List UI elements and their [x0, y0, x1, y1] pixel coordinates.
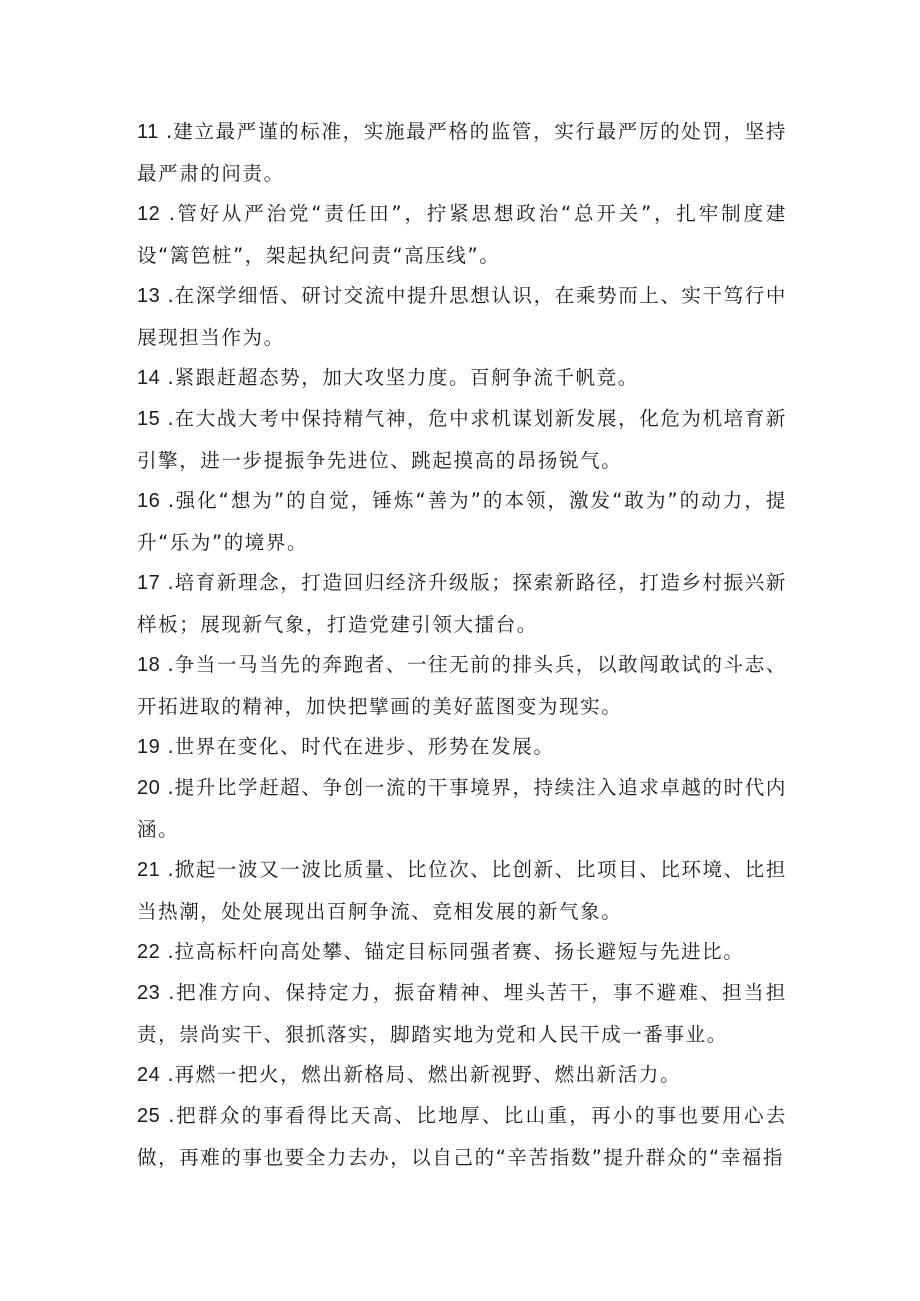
item-number: 17 [137, 572, 161, 594]
item-number: 14 [137, 367, 161, 389]
item-number: 25 [137, 1105, 161, 1127]
item-text: 掀起一波又一波比质量、比位次、比创新、比项目、比环境、比担当热潮，处处展现出百舸争流、竞相发展的新气象。 [137, 858, 787, 923]
list-item [137, 972, 787, 1055]
list-item [137, 193, 787, 276]
item-text: 建立最严谨的标准，实施最严格的监管，实行最严厉的处罚，坚持最严肃的问责。 [137, 120, 787, 185]
item-separator: . [160, 202, 176, 225]
item-separator: . [160, 1104, 176, 1127]
item-number: 12 [137, 203, 161, 225]
item-separator: . [160, 407, 175, 430]
item-text: 世界在变化、时代在进步、形势在发展。 [174, 735, 555, 758]
item-text: 紧跟赶超态势，加大攻坚力度。百舸争流千帆竞。 [174, 366, 639, 389]
item-text: 把群众的事看得比天高、比地厚、比山重，再小的事也要用心去做，再难的事也要全力去办，以自己的“辛苦指数”提升群众的“幸福指 [137, 1104, 787, 1169]
list-item [137, 849, 787, 932]
item-text: 在大战大考中保持精气神，危中求机谋划新发展，化危为机培育新引擎，进一步提振争先进位、跳起摸高的昂扬锐气。 [137, 407, 787, 472]
list-item [137, 1095, 787, 1178]
item-number: 22 [137, 941, 161, 963]
list-item [137, 562, 787, 645]
item-text: 争当一马当先的奔跑者、一往无前的排头兵，以敢闯敢试的斗志、开拓进取的精神，加快把擘画的美好蓝图变为现实。 [137, 653, 787, 718]
item-text: 把准方向、保持定力，振奋精神、埋头苦干，事不避难、担当担责，崇尚实干、狠抓落实，脚踏实地为党和人民干成一番事业。 [137, 981, 787, 1046]
item-separator: . [160, 776, 175, 799]
item-number: 21 [137, 859, 161, 881]
list-item [137, 931, 787, 973]
item-text: 再燃一把火，燃出新格局、燃出新视野、燃出新活力。 [174, 1063, 682, 1086]
item-text: 管好从严治党“责任田”，拧紧思想政治“总开关”，扎牢制度建设“篱笆桩”，架起执纪问责“高压线”。 [137, 202, 787, 267]
item-separator: . [160, 735, 175, 758]
item-text: 强化“想为”的自觉，锤炼“善为”的本领，激发“敢为”的动力，提升“乐为”的境界。 [137, 489, 787, 554]
item-separator: . [160, 653, 175, 676]
list-item [137, 275, 787, 358]
item-text: 提升比学赶超、争创一流的干事境界，持续注入追求卓越的时代内涵。 [137, 776, 787, 841]
item-number: 16 [137, 490, 161, 512]
item-separator: . [160, 981, 176, 1004]
item-separator: . [160, 940, 175, 963]
item-separator: . [160, 489, 176, 512]
item-separator: . [160, 858, 175, 881]
list-item [137, 644, 787, 727]
list-item [137, 767, 787, 850]
item-separator: . [158, 120, 174, 143]
item-number: 18 [137, 654, 161, 676]
list-item [137, 398, 787, 481]
item-separator: . [160, 284, 175, 307]
item-number: 19 [137, 736, 161, 758]
list-item [137, 357, 787, 399]
item-number: 11 [137, 121, 159, 143]
list-item [137, 1054, 787, 1096]
item-text: 在深学细悟、研讨交流中提升思想认识，在乘势而上、实干笃行中展现担当作为。 [137, 284, 787, 349]
item-separator: . [160, 571, 175, 594]
list-item [137, 726, 787, 768]
item-number: 20 [137, 777, 161, 799]
item-separator: . [160, 1063, 175, 1086]
item-number: 15 [137, 408, 161, 430]
list-item [137, 480, 787, 563]
item-number: 23 [137, 982, 161, 1004]
item-number: 24 [137, 1064, 161, 1086]
item-number: 13 [137, 285, 161, 307]
item-text: 培育新理念，打造回归经济升级版；探索新路径，打造乡村振兴新样板；展现新气象，打造党建引领大擂台。 [137, 571, 787, 636]
item-separator: . [160, 366, 175, 389]
item-text: 拉高标杆向高处攀、锚定目标同强者赛、扬长避短与先进比。 [174, 940, 745, 963]
list-item [137, 111, 787, 194]
